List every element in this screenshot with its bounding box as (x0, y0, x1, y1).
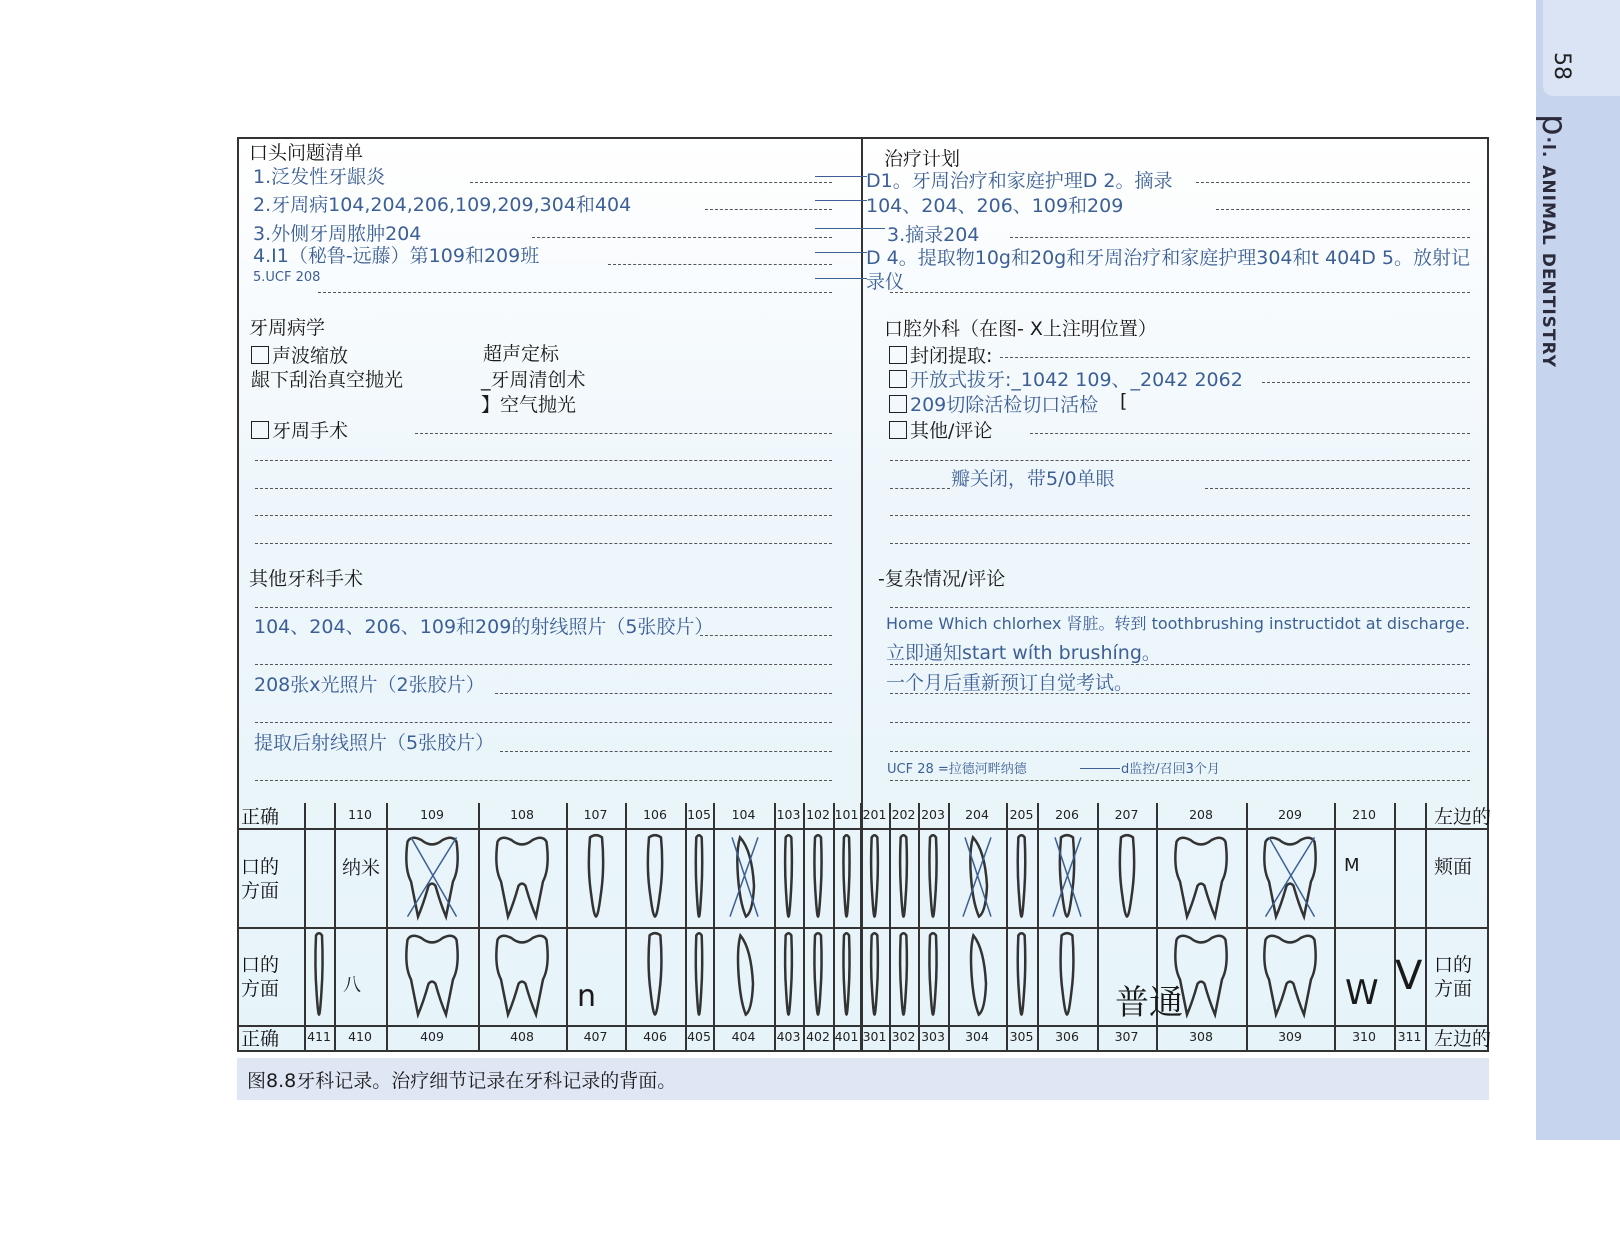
upper-tooth-206 (1047, 833, 1087, 921)
dashed-line (890, 488, 950, 489)
flap-closure-note: 瓣关闭，带5/0单眼 (951, 468, 1115, 490)
upper-tooth-109 (397, 833, 467, 921)
tooth-number-lower: 405 (687, 1029, 711, 1044)
dashed-line (415, 433, 832, 434)
chart-label-left-bottom: 左边的 (1434, 1028, 1492, 1050)
upper-tooth-205 (1011, 833, 1032, 921)
upper-tooth-102 (808, 833, 828, 921)
arrow-line (1080, 768, 1120, 769)
chart-label-buccal: 口的 方面 (241, 856, 280, 902)
tooth-number-lower: 306 (1055, 1029, 1079, 1044)
oral-surgery-heading: 口腔外科（在图- X上注明位置） (884, 318, 1157, 340)
lower-tooth-404 (726, 931, 762, 1019)
chart-column-line (1246, 803, 1248, 1052)
chart-column-line (334, 803, 336, 1052)
chart-column-line (1006, 803, 1008, 1052)
chart-column-line (948, 803, 950, 1052)
tooth-number-upper: 110 (348, 807, 372, 822)
other-comments-option[interactable]: 其他/评论 (889, 416, 992, 443)
arrow-line (815, 176, 867, 177)
checkbox[interactable] (889, 370, 907, 388)
checkbox[interactable] (251, 421, 269, 439)
dashed-line (1205, 488, 1470, 489)
chart-column-line (803, 803, 805, 1052)
tooth-number-upper: 109 (420, 807, 444, 822)
page-number: 58 (1549, 52, 1574, 80)
upper-tooth-106 (635, 833, 675, 921)
lower-tooth-301 (865, 931, 884, 1019)
tooth-number-lower: 307 (1114, 1029, 1139, 1044)
dashed-line (1196, 182, 1470, 183)
chart-column-line (478, 803, 480, 1052)
dashed-line (1010, 237, 1470, 238)
upper-tooth-202 (894, 833, 913, 921)
tooth-number-lower: 302 (891, 1029, 916, 1044)
arrow-line (815, 228, 885, 229)
treatment-item-5: 录仪 (866, 271, 905, 293)
dashed-line (1262, 382, 1470, 383)
dashed-line (890, 515, 1470, 516)
arrow-line (815, 252, 867, 253)
tooth-number-lower: 303 (921, 1029, 945, 1044)
tooth-number-upper: 102 (806, 807, 830, 822)
dashed-line (700, 635, 832, 636)
treatment-plan-heading: 治疗计划 (884, 148, 961, 170)
treatment-item-4: D 4。提取物10g和20g和牙周治疗和家庭护理304和t 404D 5。放射记 (866, 247, 1471, 269)
lower-tooth-409 (397, 931, 467, 1019)
lower-tooth-302 (894, 931, 913, 1019)
lower-tooth-304 (959, 931, 995, 1019)
dashed-line (255, 722, 832, 723)
air-polish-option[interactable]: 】空气抛光 (481, 394, 577, 416)
annotation-407: n (577, 979, 597, 1014)
chart-column-line (1394, 803, 1396, 1052)
chart-column-line (774, 803, 776, 1052)
tooth-number-lower: 406 (643, 1029, 667, 1044)
tooth-number-lower: 407 (583, 1029, 608, 1044)
lower-tooth-401 (838, 931, 855, 1019)
chart-column-line (1425, 803, 1427, 1052)
tooth-number-upper: 207 (1114, 807, 1139, 822)
subgingival-curettage-option[interactable]: 龈下刮治真空抛光 (251, 369, 404, 391)
tooth-number-upper: 204 (965, 807, 989, 822)
chart-label-right-bottom: 正确 (241, 1028, 280, 1050)
tooth-number-lower: 309 (1278, 1029, 1302, 1044)
dashed-line (705, 209, 832, 210)
other-dental-item-3: 提取后射线照片（5张胶片） (254, 732, 495, 754)
tooth-chart (237, 803, 1492, 1052)
dashed-line (608, 264, 832, 265)
tooth-number-upper: 107 (583, 807, 608, 822)
tooth-number-upper: 210 (1352, 807, 1376, 822)
tooth-number-lower: 411 (307, 1029, 331, 1044)
problem-item-5: 5.UCF 208 (253, 270, 321, 285)
periodontology-heading: 牙周病学 (249, 317, 326, 339)
upper-tooth-209 (1255, 833, 1325, 921)
chart-column-line (1334, 803, 1336, 1052)
dashed-line (255, 607, 832, 608)
periodontal-debridement-option[interactable]: _牙周清创术 (481, 369, 586, 391)
sonic-scaling-option[interactable]: 声波缩放 (251, 341, 348, 368)
tooth-number-lower: 304 (965, 1029, 989, 1044)
dashed-line (500, 751, 832, 752)
dashed-line (255, 543, 832, 544)
upper-tooth-201 (865, 833, 884, 921)
dashed-line (255, 780, 832, 781)
problem-item-2: 2.牙周病104,204,206,109,209,304和404 (253, 194, 632, 216)
complication-item-1: Home Which chlorhex 肾脏。转到 toothbrushing instructidot at discharge. (886, 614, 1470, 633)
upper-tooth-107 (576, 833, 616, 921)
chart-label-lingual-right: 口的 方面 (1434, 954, 1473, 1000)
complications-footer-left: UCF 28 =拉德河畔纳德 (887, 762, 1027, 777)
tooth-number-upper: 209 (1278, 807, 1302, 822)
dashed-line (890, 543, 1470, 544)
problem-item-4: 4.I1（秘鲁-远藤）第109和209班 (253, 245, 540, 267)
chart-column-line (889, 803, 891, 1052)
closed-extraction-option[interactable]: 封闭提取: (889, 341, 992, 368)
open-extraction-option[interactable]: 开放式拔牙:_1042 109、_2042 2062 (889, 365, 1243, 392)
treatment-item-3: 3.摘录204 (887, 224, 980, 246)
annotation-110: 纳米 (342, 857, 381, 879)
dashed-line (890, 780, 1470, 781)
lower-tooth-403 (779, 931, 798, 1019)
treatment-item-2: 104、204、206、109和209 (866, 195, 1124, 217)
dashed-line (495, 693, 832, 694)
chapter-prefix: p (1534, 114, 1574, 137)
dashed-line (890, 751, 1470, 752)
chart-row-line (237, 1025, 1489, 1027)
treatment-item-1: D1。牙周治疗和家庭护理D 2。摘录 (866, 170, 1173, 192)
tooth-number-upper: 103 (776, 807, 801, 822)
annotation-210: M (1344, 855, 1360, 876)
periodontal-surgery-option[interactable]: 牙周手术 (251, 416, 348, 443)
other-dental-item-1: 104、204、206、109和209的射线照片（5张胶片） (254, 616, 714, 638)
lower-tooth-405 (690, 931, 708, 1019)
tooth-number-upper: 104 (731, 807, 756, 822)
lower-tooth-411 (309, 931, 329, 1019)
upper-tooth-105 (690, 833, 708, 921)
annotation-307: 普通 (1115, 983, 1183, 1023)
annotation-310: W (1345, 973, 1379, 1013)
other-dental-item-2: 208张x光照片（2张胶片） (254, 674, 485, 696)
lower-tooth-408 (487, 931, 557, 1019)
dashed-line (890, 693, 1470, 694)
tooth-number-upper: 208 (1189, 807, 1213, 822)
tooth-number-upper: 203 (921, 807, 945, 822)
figure-caption: 图8.8牙科记录。治疗细节记录在牙科记录的背面。 (247, 1070, 677, 1092)
lower-tooth-309 (1255, 931, 1325, 1019)
problem-item-1: 1.泛发性牙龈炎 (253, 166, 386, 188)
tooth-number-lower: 305 (1009, 1029, 1034, 1044)
tooth-number-lower: 310 (1352, 1029, 1376, 1044)
tooth-number-lower: 403 (776, 1029, 801, 1044)
upper-tooth-208 (1166, 833, 1236, 921)
chart-column-line (833, 803, 835, 1052)
tooth-number-lower: 311 (1397, 1029, 1422, 1044)
dashed-line (890, 292, 1470, 293)
complications-footer-right: d监控/召回3个月 (1121, 762, 1220, 777)
dashed-line (255, 664, 832, 665)
tooth-number-upper: 106 (643, 807, 667, 822)
tooth-number-upper: 201 (862, 807, 887, 822)
dashed-line (255, 488, 832, 489)
complications-heading: -复杂情况/评论 (878, 568, 1006, 590)
biopsy-mark: [ (1120, 390, 1128, 412)
complication-item-2: 立即通知start wíth brushíng。 (886, 642, 1161, 664)
dashed-line (890, 722, 1470, 723)
dashed-line (1000, 357, 1470, 358)
chapter-title-text: ·l. ANIMAL DENTISTRY (1538, 136, 1558, 368)
dashed-line (890, 607, 1470, 608)
upper-tooth-108 (487, 833, 557, 921)
tooth-number-upper: 205 (1009, 807, 1034, 822)
tooth-number-lower: 401 (834, 1029, 859, 1044)
biopsy-option[interactable]: 209切除活检切口活检 (889, 390, 1098, 417)
chart-label-lingual: 口的 方面 (241, 954, 280, 1000)
chart-column-line (386, 803, 388, 1052)
dashed-line (532, 237, 832, 238)
chart-label-left-top: 左边的 (1434, 806, 1492, 828)
checkbox[interactable] (889, 421, 907, 439)
tooth-number-upper: 105 (687, 807, 711, 822)
tooth-number-upper: 202 (891, 807, 916, 822)
tooth-number-lower: 410 (348, 1029, 372, 1044)
upper-tooth-101 (838, 833, 855, 921)
dashed-line (470, 182, 832, 183)
tooth-number-lower: 308 (1189, 1029, 1213, 1044)
chart-row-line (237, 828, 1489, 830)
problem-item-3: 3.外侧牙周脓肿204 (253, 223, 422, 245)
dashed-line (890, 460, 1470, 461)
chart-label-buccal-right: 颊面 (1434, 856, 1473, 878)
arrow-line (815, 200, 867, 201)
annotation-410: 八 (343, 975, 361, 996)
tooth-number-upper: 108 (510, 807, 534, 822)
chart-column-line (685, 803, 687, 1052)
upper-tooth-103 (779, 833, 798, 921)
dashed-line (890, 664, 1470, 665)
checkbox[interactable] (889, 395, 907, 413)
chart-column-line (713, 803, 715, 1052)
chart-row-line (237, 927, 1489, 929)
tooth-number-upper: 206 (1055, 807, 1079, 822)
dashed-line (318, 292, 832, 293)
ultrasonic-scaling-option[interactable]: 超声定标 (483, 343, 560, 365)
lower-tooth-306 (1049, 931, 1085, 1019)
chart-column-line (860, 803, 862, 1052)
other-dental-heading: 其他牙科手术 (249, 568, 364, 590)
upper-tooth-104 (724, 833, 764, 921)
complication-item-3: 一个月后重新预订自觉考试。 (886, 672, 1134, 694)
problem-list-heading: 口头问题清单 (249, 142, 364, 164)
upper-tooth-204 (957, 833, 997, 921)
checkbox[interactable] (251, 346, 269, 364)
chart-column-line (1037, 803, 1039, 1052)
tooth-number-lower: 408 (510, 1029, 534, 1044)
dashed-line (1030, 433, 1470, 434)
chart-column-line (1097, 803, 1099, 1052)
lower-tooth-303 (923, 931, 943, 1019)
chapter-title (1534, 114, 1574, 368)
arrow-line (815, 278, 867, 279)
lower-tooth-305 (1011, 931, 1032, 1019)
chart-column-line (625, 803, 627, 1052)
upper-tooth-203 (923, 833, 943, 921)
chart-column-line (304, 803, 306, 1052)
tooth-number-lower: 301 (862, 1029, 887, 1044)
tooth-number-lower: 409 (420, 1029, 444, 1044)
tooth-number-upper: 101 (834, 807, 859, 822)
lower-tooth-402 (808, 931, 828, 1019)
lower-tooth-406 (637, 931, 673, 1019)
upper-tooth-207 (1107, 833, 1147, 921)
tooth-number-lower: 404 (731, 1029, 756, 1044)
chart-label-right-top: 正确 (241, 806, 280, 828)
chart-column-line (918, 803, 920, 1052)
dashed-line (255, 460, 832, 461)
dashed-line (255, 515, 832, 516)
chart-column-line (566, 803, 568, 1052)
tooth-number-lower: 402 (806, 1029, 830, 1044)
checkbox[interactable] (889, 346, 907, 364)
dashed-line (1216, 209, 1470, 210)
annotation-311: V (1395, 953, 1423, 999)
